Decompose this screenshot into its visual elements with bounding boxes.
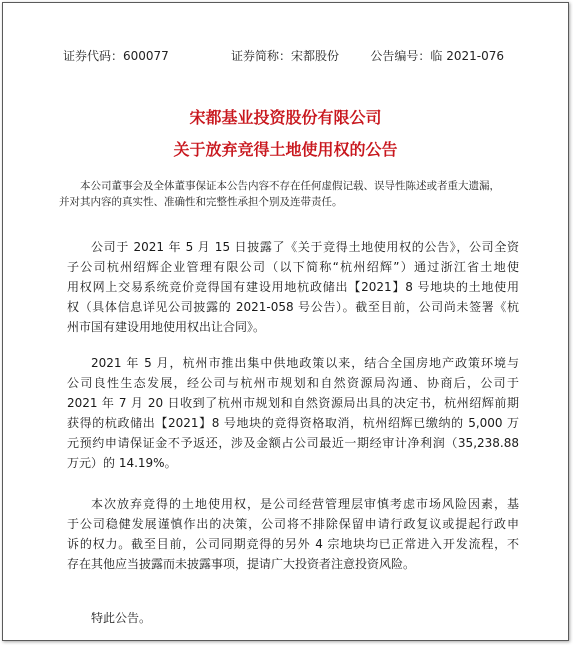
announcement-title: 关于放弃竞得土地使用权的公告 [173,140,398,159]
paragraph-line: 本次放弃竞得的土地使用权，是公司经营管理层审慎考虑市场风险因素，基 [91,497,519,511]
announcement-header [63,47,504,65]
paragraph-line: 权（具体信息详见公司披露的 2021-058 号公告）。截至目前，公司尚未签署《杭 [67,300,519,314]
paragraph-line: 万元）的 14.19%。 [67,456,177,470]
paragraph-line: 子公司杭州绍辉企业管理有限公司（以下简称“杭州绍辉”）通过浙江省土地使 [67,260,519,274]
paragraph-line: 用权网上交易系统竞价竞得国有建设用地杭政储出【2021】8 号地块的土地使用 [67,280,519,294]
stock-name: 证券简称：宋都股份 [231,49,340,63]
disclaimer-line: 本公司董事会及全体董事保证本公告内容不存在任何虚假记载、误导性陈述或者重大遗漏， [80,180,500,192]
paragraph-line: 获得的杭政储出【2021】8 号地块的竞得资格取消，杭州绍辉已缴纳的 5,000 万 [67,416,519,430]
paragraph-line: 州市国有建设用地使用权出让合同》。 [67,320,266,334]
disclaimer-line: 并对其内容的真实性、准确性和完整性承担个别及连带责任。 [59,196,343,208]
paragraph-line: 诉的权力。截至目前，公司同期竞得的另外 4 宗地块均已正常进入开发流程，不 [67,537,519,551]
paragraph-line: 存在其他应当披露而未披露事项，提请广大投资者注意投资风险。 [67,557,416,571]
paragraph-line: 公司于 2021 年 5 月 15 日披露了《关于竞得土地使用权的公告》，公司全资 [91,240,519,254]
document-page [2,2,569,641]
paragraph-qualification-cancelled [67,353,519,473]
paragraph-line: 2021 年 7 月 20 日收到了杭州市规划和自然资源局出具的决定书，杭州绍辉前期 [67,396,519,410]
announcement-number: 公告编号：临 2021-076 [370,49,504,63]
closing-statement: 特此公告。 [91,611,152,625]
stock-code: 证券代码：600077 [63,49,169,63]
paragraph-line: 元预约申请保证金不予返还，涉及金额占公司最近一期经审计净利润（35,238.88 [67,436,519,450]
paragraph-line: 公司良性生态发展，经公司与杭州市规划和自然资源局沟通、协商后，公司于 [67,376,519,390]
paragraph-line: 于公司稳健发展谨慎作出的决策，公司将不排除保留申请行政复议或提起行政申 [67,517,519,531]
paragraph-land-acquisition [67,237,519,337]
board-disclaimer [59,178,529,210]
paragraph-line: 2021 年 5 月，杭州市推出集中供地政策以来，结合全国房地产政策环境与 [91,356,519,370]
paragraph-risk-notice [67,494,519,574]
company-title: 宋都基业投资股份有限公司 [189,108,382,127]
